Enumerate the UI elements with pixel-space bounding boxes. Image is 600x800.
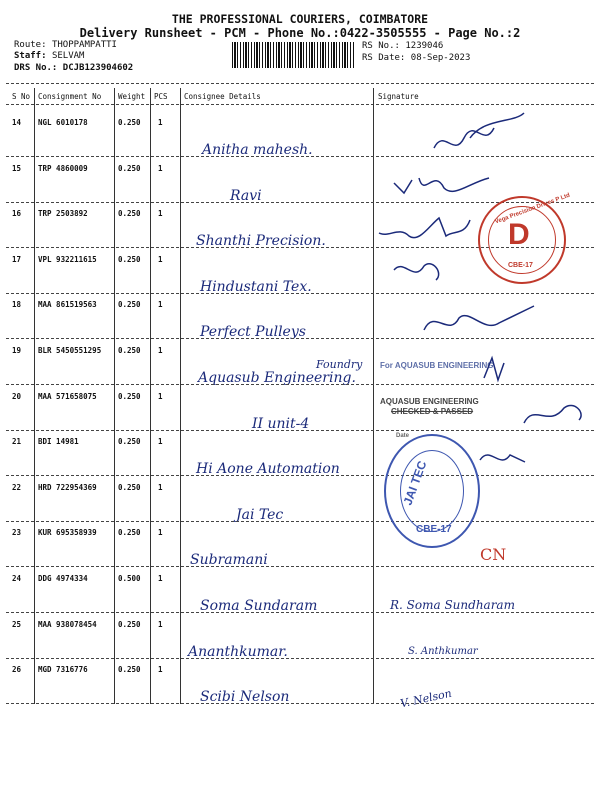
- row-weight: 0.250: [118, 254, 141, 264]
- row-consignment-no: KUR 695358939: [38, 528, 97, 538]
- row-consignee-name: Subramani: [190, 552, 268, 569]
- row-consignee-name: Perfect Pulleys: [200, 324, 306, 341]
- signature-row-20: [524, 405, 581, 423]
- row-consignment-no: DDG 4974334: [38, 574, 88, 583]
- row-pcs: 1: [158, 163, 163, 173]
- signature-row-15: [394, 178, 489, 193]
- header-divider: [6, 83, 594, 84]
- row-consignment-no: HRD 722954369: [38, 482, 97, 492]
- foundry-note: Foundry: [316, 358, 363, 371]
- row-pcs: 1: [158, 391, 163, 401]
- row-sno: 26: [12, 665, 22, 675]
- row-weight: 0.250: [118, 346, 141, 355]
- row-divider: [6, 612, 594, 613]
- row-consignee-name: Jai Tec: [236, 506, 284, 523]
- row-sno: 24: [12, 574, 22, 583]
- row-consignee-name: Hindustani Tex.: [200, 278, 312, 295]
- row-weight: 0.250: [118, 619, 141, 629]
- row-pcs: 1: [158, 346, 163, 355]
- signature-row-26: V. Nelson: [399, 686, 453, 711]
- aquasub-stamp-date: Date: [396, 433, 410, 439]
- route-line: [14, 40, 117, 50]
- row-sno: 15: [12, 163, 22, 173]
- row-consignment-no: VPL 932211615: [38, 254, 97, 264]
- row-sno: 18: [12, 300, 22, 310]
- runsheet-subtitle: Delivery Runsheet - PCM - Phone No.:0422-3505555 - Page No.:2: [79, 26, 521, 40]
- jaitec-seal: [384, 434, 480, 548]
- row-sno: 17: [12, 254, 22, 264]
- row-pcs: 1: [158, 437, 163, 447]
- signature-row-25: S. Anthkumar: [408, 646, 478, 657]
- rs-no-value: 1239046: [405, 41, 444, 51]
- row-sno: 19: [12, 346, 22, 355]
- col-consignment: Consignment No: [38, 92, 102, 101]
- barcode: [232, 42, 354, 68]
- row-sno: 14: [12, 118, 22, 127]
- row-sno: 22: [12, 482, 22, 492]
- row-weight: 0.250: [118, 528, 141, 538]
- row-consignment-no: MGD 7316776: [38, 665, 88, 675]
- signature-row-19: [484, 358, 504, 380]
- row-consignment-no: NGL 6010178: [38, 118, 88, 127]
- row-consignee-name: Aquasub Engineering.: [198, 370, 356, 386]
- row-pcs: 1: [158, 209, 163, 219]
- company-title: THE PROFESSIONAL COURIERS, COIMBATORE: [171, 12, 429, 26]
- signature-row-21: [480, 455, 525, 462]
- staff-label: Staff:: [14, 51, 47, 61]
- row-consignment-no: MAA 571658075: [38, 391, 97, 401]
- row-pcs: 1: [158, 482, 163, 492]
- row-weight: 0.250: [118, 163, 141, 173]
- col-sno: S No: [12, 92, 31, 101]
- row-pcs: 1: [158, 619, 163, 629]
- row-consignee-name: Ravi: [230, 187, 262, 204]
- row-consignment-no: BLR 5450551295: [38, 346, 102, 355]
- scribbled-signatures: [374, 108, 594, 438]
- row-weight: 0.500: [118, 574, 141, 583]
- row-consignment-no: MAA 938078454: [38, 619, 97, 629]
- row-pcs: 1: [158, 300, 163, 310]
- row-weight: 0.250: [118, 665, 141, 675]
- row-sno: 20: [12, 391, 22, 401]
- rs-date-value: 08-Sep-2023: [410, 53, 471, 63]
- staff-line: [14, 51, 84, 61]
- staff-value: SELVAM: [51, 51, 85, 61]
- aquasub-stamp-line2: AQUASUB ENGINEERING: [380, 397, 479, 406]
- row-consignment-no: MAA 861519563: [38, 300, 97, 310]
- drs-label: DRS No.:: [14, 63, 58, 73]
- vega-seal-ring-text: Vega Precision Drives P Ltd: [494, 192, 571, 226]
- row-consignee-name: Shanthi Precision.: [196, 233, 326, 250]
- row-divider: [6, 566, 594, 567]
- jaitec-seal-top: JAI TEC: [400, 458, 430, 508]
- row-pcs: 1: [158, 118, 163, 127]
- row-pcs: 1: [158, 528, 163, 538]
- rs-no-line: [362, 41, 443, 51]
- row-consignee-name: Scibi Nelson: [200, 689, 290, 706]
- row-sno: 21: [12, 437, 22, 447]
- row-consignee-name: Hi Aone Automation: [196, 461, 340, 478]
- signature-row-14: [434, 113, 524, 148]
- rs-no-label: RS No.:: [362, 41, 400, 51]
- row-consignee-name: II unit-4: [252, 415, 310, 432]
- rs-date-line: [362, 53, 470, 63]
- rs-date-label: RS Date:: [362, 53, 406, 63]
- signature-row-16: [379, 218, 470, 238]
- row-sno: 16: [12, 209, 22, 219]
- row-weight: 0.250: [118, 437, 141, 447]
- row-sno: 23: [12, 528, 22, 538]
- cn-mark: CN: [480, 545, 507, 564]
- col-consignee: Consignee Details: [184, 92, 261, 101]
- jaitec-seal-bottom: CBE-17: [416, 524, 452, 535]
- signature-row-17: [394, 264, 439, 280]
- row-pcs: 1: [158, 665, 163, 675]
- row-sno: 25: [12, 619, 22, 629]
- signature-row-24: R. Soma Sundharam: [390, 598, 515, 612]
- route-label: Route:: [14, 40, 47, 50]
- aquasub-stamp-line3: CHECKED & PASSED: [391, 407, 474, 416]
- row-consignee-name: Soma Sundaram: [200, 598, 318, 614]
- row-consignee-name: Ananthkumar.: [188, 643, 288, 660]
- row-pcs: 1: [158, 254, 163, 264]
- route-value: THOPPAMPATTI: [51, 40, 117, 50]
- row-consignee-name: Anitha mahesh.: [202, 142, 313, 158]
- col-signature: Signature: [378, 92, 419, 101]
- row-divider: [6, 658, 594, 659]
- row-weight: 0.250: [118, 118, 141, 127]
- aquasub-stamp-line1: For AQUASUB ENGINEERING: [380, 361, 494, 370]
- col-pcs: PCS: [154, 92, 168, 101]
- row-consignment-no: TRP 4860009: [38, 163, 88, 173]
- row-consignment-no: BDI 14981: [38, 437, 79, 447]
- column-header-divider: [6, 104, 594, 105]
- row-weight: 0.250: [118, 391, 141, 401]
- vega-seal-bottom: CBE-17: [508, 262, 533, 269]
- row-weight: 0.250: [118, 300, 141, 310]
- drs-value: DCJB123904602: [62, 63, 134, 73]
- row-consignment-no: TRP 2503892: [38, 209, 88, 219]
- row-pcs: 1: [158, 574, 163, 583]
- scribbled-signatures-lower: [470, 440, 550, 530]
- vega-seal-letter: D: [508, 218, 530, 251]
- row-weight: 0.250: [118, 482, 141, 492]
- drs-line: [14, 63, 133, 73]
- row-weight: 0.250: [118, 209, 141, 219]
- col-weight: Weight: [118, 92, 146, 101]
- signature-row-18: [424, 306, 534, 330]
- row-divider: [6, 703, 594, 704]
